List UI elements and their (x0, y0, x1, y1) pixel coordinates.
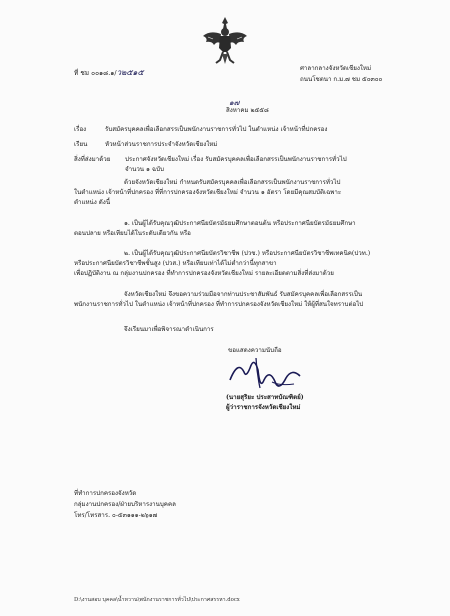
contact-phone: โทร/โทรสาร. ๐-๕๓๑๑๑-๒๖๑๗ (74, 512, 158, 519)
subject-text: รับสมัครบุคคลเพื่อเลือกสรรเป็นพนักงานราชการทั่วไป ในตำแหน่ง เจ้าหน้าที่ปกครอง (105, 126, 328, 133)
body-paragraph-3-line: เพื่อปฏิบัติงาน ณ กลุ่มงานปกครอง ที่ทำการปกครองจังหวัดเชียงใหม่ รายละเอียดตามสิ่งที่ส่งมาด้วย (74, 270, 334, 277)
salutation-text: หัวหน้าส่วนราชการประจำจังหวัดเชียงใหม่ (105, 141, 218, 148)
enclosure-line-1: ประกาศจังหวัดเชียงใหม่ เรื่อง รับสมัครบุคคลเพื่อเลือกสรรเป็นพนักงานราชการทั่วไป (125, 156, 347, 163)
body-paragraph-4-line: จังหวัดเชียงใหม่ จึงขอความร่วมมือจากท่านประชาสัมพันธ์ รับสมัครบุคคลเพื่อเลือกสรรเป็น (124, 291, 363, 298)
body-paragraph-1-line: ในตำแหน่ง เจ้าหน้าที่ปกครอง ที่ที่การปกครองจังหวัดเชียงใหม่ จำนวน ๑ อัตรา โดยมีคุณสมบัติเฉพาะ (74, 189, 342, 196)
body-paragraph-5: จึงเรียนมาเพื่อพิจารณาดำเนินการ (124, 326, 214, 333)
body-paragraph-1-line: ตำแหน่ง ดังนี้ (74, 199, 111, 206)
body-paragraph-3-line: หรือประกาศนียบัตรวิชาชีพชั้นสูง (ปวส.) หรือเทียบเท่าได้ไม่ต่ำกว่านี้ทุกสาขา (74, 260, 277, 267)
body-paragraph-2-line: ๑. เป็นผู้ได้รับคุณวุฒิประกาศนียบัตรมัธยมศึกษาตอนต้น หรือประกาศนียบัตรมัธยมศึกษา (124, 220, 356, 227)
closing-regards: ขอแสดงความนับถือ (228, 347, 282, 354)
subject-label: เรื่อง (74, 126, 87, 133)
signatory-position: ผู้ว่าราชการจังหวัดเชียงใหม่ (226, 404, 301, 411)
enclosure-label: สิ่งที่ส่งมาด้วย (74, 156, 111, 163)
body-paragraph-1-line: ด้วยจังหวัดเชียงใหม่ กำหนดรับสมัครบุคคลเพื่อเลือกสรรเป็นพนักงานราชการทั่วไป (124, 179, 341, 186)
signatory-name: (นายสุริยะ ประสาทบัณฑิตย์) (226, 394, 304, 401)
contact-office: ที่ทำการปกครองจังหวัด (74, 490, 137, 497)
office-address: ถนนโชตนา ก.ม.๗ ชม ๕๐๓๐๐ (300, 76, 383, 83)
body-paragraph-2-line: ตอนปลาย หรือเทียบได้ในระดับเดียวกัน หรือ (74, 230, 191, 237)
date-month-year: สิงหาคม ๒๕๕๘ (226, 107, 269, 114)
body-paragraph-4-line: พนักงานราชการทั่วไป ในตำแหน่ง เจ้าหน้าที่ปกครอง ที่ทำการปกครองจังหวัดเชียงใหม่ ให้ผู้ที่สนใจทราบต่อไป (74, 301, 364, 308)
signature (220, 350, 310, 395)
salutation-label: เรียน (74, 141, 88, 148)
garuda-emblem (200, 14, 250, 66)
body-paragraph-3-line: ๒. เป็นผู้ได้รับคุณวุฒิประกาศนียบัตรวิชาชีพ (ปวช.) หรือประกาศนียบัตรวิชาชีพเทคนิค(ปวท.) (124, 250, 371, 257)
body-paragraph-3 (74, 249, 370, 279)
reference-handwritten: ว๒๕๑๕ (116, 68, 144, 77)
contact-department: กลุ่มงานปกครอง/ฝ่ายบริหารงานบุคคล (74, 501, 176, 508)
body-paragraph-4 (74, 290, 363, 310)
office-name: ศาลากลางจังหวัดเชียงใหม่ (300, 65, 372, 72)
enclosure-line-2: จำนวน ๑ ฉบับ (125, 166, 164, 173)
body-paragraph-1 (74, 178, 341, 208)
body-paragraph-2 (74, 219, 356, 239)
footer-file-path: D:\งานสอบ บุคคล\น้ำหวาน\พนักงานราชการทั่วไป\ประกาศสรรหา.docx (74, 597, 240, 603)
reference-label: ที่ ชม ๐๐๑๘.๑/ (74, 69, 117, 77)
date-day: ๑๗ (229, 98, 240, 107)
reference-number (74, 66, 144, 79)
